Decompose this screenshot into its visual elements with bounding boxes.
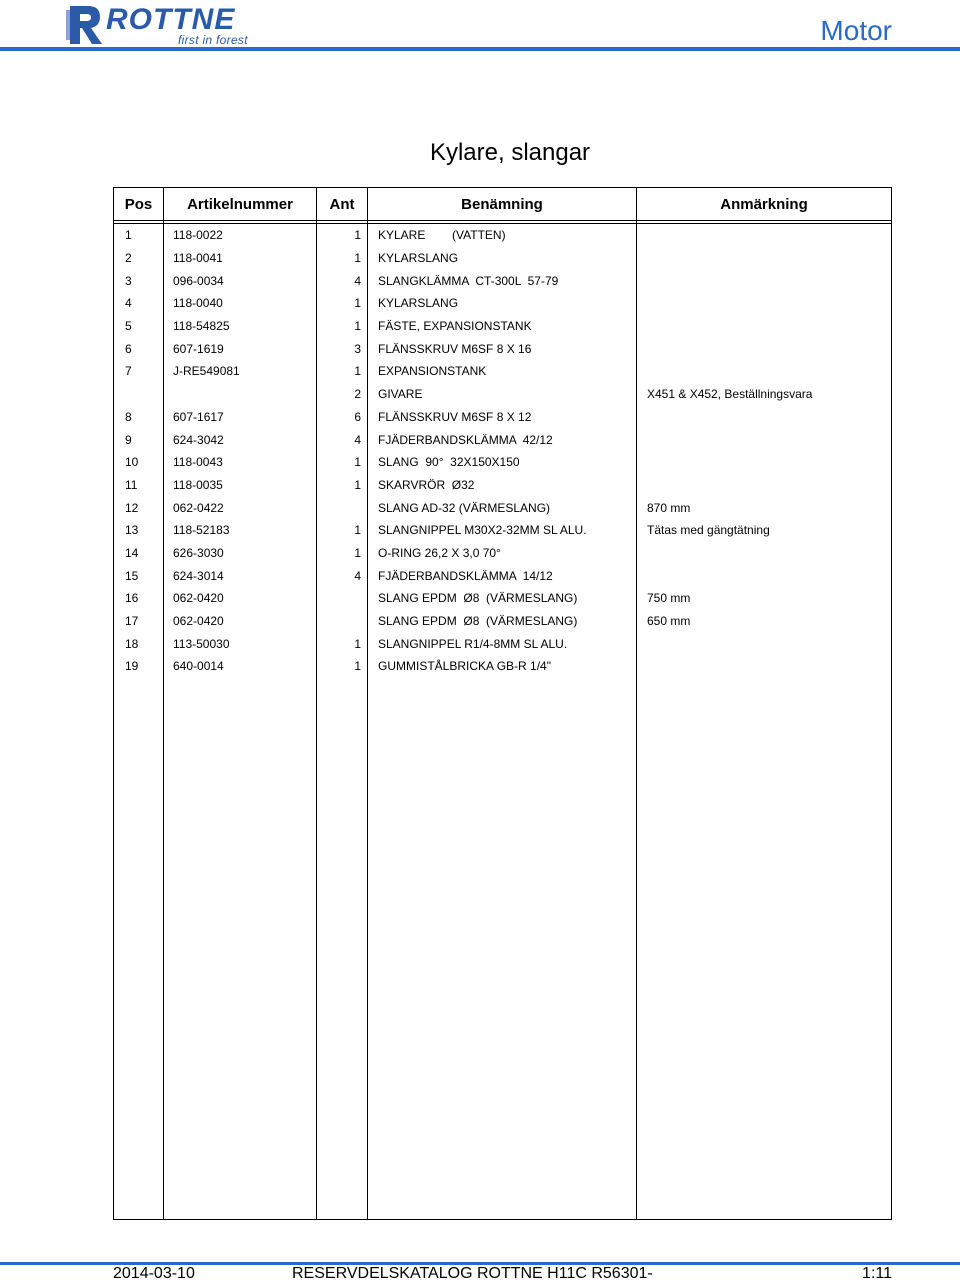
cell-pos: 5 (114, 315, 164, 338)
cell-anmarkning (637, 337, 892, 360)
cell-anmarkning: Tätas med gängtätning (637, 519, 892, 542)
cell-ant: 1 (317, 542, 368, 565)
cell-benamning: SLANGNIPPEL R1/4-8MM SL ALU. (368, 632, 637, 655)
cell-pos: 18 (114, 632, 164, 655)
cell-ant (317, 496, 368, 519)
cell-pos (114, 383, 164, 406)
cell-ant: 1 (317, 292, 368, 315)
cell-artikelnummer: 118-54825 (164, 315, 317, 338)
cell-ant: 1 (317, 224, 368, 247)
cell-artikelnummer: 607-1619 (164, 337, 317, 360)
cell-benamning: GIVARE (368, 383, 637, 406)
cell-ant: 4 (317, 564, 368, 587)
footer-date: 2014-03-10 (113, 1265, 195, 1282)
cell-pos: 9 (114, 428, 164, 451)
cell-anmarkning (637, 632, 892, 655)
table-row (114, 337, 892, 360)
rottne-logo (66, 4, 266, 46)
cell-artikelnummer: 624-3042 (164, 428, 317, 451)
section-title: Motor (820, 15, 892, 46)
table-row (114, 587, 892, 610)
cell-anmarkning (637, 406, 892, 429)
cell-artikelnummer: 640-0014 (164, 655, 317, 678)
cell-anmarkning (637, 474, 892, 497)
cell-benamning: KYLARSLANG (368, 292, 637, 315)
cell-ant (317, 610, 368, 633)
cell-pos: 3 (114, 269, 164, 292)
cell-benamning: FLÄNSSKRUV M6SF 8 X 12 (368, 406, 637, 429)
cell-pos: 7 (114, 360, 164, 383)
cell-ant: 1 (317, 474, 368, 497)
cell-artikelnummer: 607-1617 (164, 406, 317, 429)
table-row (114, 292, 892, 315)
cell-artikelnummer: 118-52183 (164, 519, 317, 542)
cell-anmarkning (637, 360, 892, 383)
parts-table (113, 187, 891, 1220)
cell-anmarkning (637, 224, 892, 247)
cell-ant: 2 (317, 383, 368, 406)
cell-pos: 10 (114, 451, 164, 474)
cell-artikelnummer: 118-0022 (164, 224, 317, 247)
cell-artikelnummer: 626-3030 (164, 542, 317, 565)
page-title: Kylare, slangar (429, 139, 591, 166)
cell-artikelnummer: 113-50030 (164, 632, 317, 655)
cell-anmarkning: 750 mm (637, 587, 892, 610)
cell-anmarkning (637, 315, 892, 338)
cell-pos: 19 (114, 655, 164, 678)
footer-page-number: 1:11 (862, 1265, 892, 1282)
cell-artikelnummer: 118-0043 (164, 451, 317, 474)
logo-wordmark: ROTTNE (106, 3, 236, 36)
cell-anmarkning (637, 564, 892, 587)
column-header-anmarkning: Anmärkning (637, 188, 892, 221)
cell-anmarkning (637, 247, 892, 270)
cell-anmarkning (637, 451, 892, 474)
cell-pos: 17 (114, 610, 164, 633)
cell-ant: 1 (317, 360, 368, 383)
cell-benamning: KYLARSLANG (368, 247, 637, 270)
table-row (114, 360, 892, 383)
cell-pos: 6 (114, 337, 164, 360)
table-header-row (114, 188, 892, 221)
table-row (114, 451, 892, 474)
cell-benamning: FJÄDERBANDSKLÄMMA 42/12 (368, 428, 637, 451)
cell-benamning: SKARVRÖR Ø32 (368, 474, 637, 497)
cell-benamning: O-RING 26,2 X 3,0 70° (368, 542, 637, 565)
cell-artikelnummer: 118-0040 (164, 292, 317, 315)
cell-artikelnummer: 062-0420 (164, 610, 317, 633)
cell-ant: 3 (317, 337, 368, 360)
logo-tagline: first in forest (178, 33, 248, 47)
cell-ant (317, 587, 368, 610)
cell-benamning: KYLARE (VATTEN) (368, 224, 637, 247)
table-row (114, 428, 892, 451)
table-row (114, 632, 892, 655)
column-header-pos: Pos (114, 188, 164, 221)
table-row (114, 224, 892, 247)
cell-pos: 4 (114, 292, 164, 315)
cell-artikelnummer: 118-0041 (164, 247, 317, 270)
cell-artikelnummer: J-RE549081 (164, 360, 317, 383)
cell-artikelnummer: 096-0034 (164, 269, 317, 292)
cell-anmarkning: 650 mm (637, 610, 892, 633)
table-row (114, 519, 892, 542)
cell-benamning: EXPANSIONSTANK (368, 360, 637, 383)
cell-ant: 4 (317, 269, 368, 292)
cell-pos: 16 (114, 587, 164, 610)
table-filler-row (114, 678, 892, 1220)
column-header-ant: Ant (317, 188, 368, 221)
cell-anmarkning (637, 655, 892, 678)
header-rule (0, 47, 960, 51)
table-row (114, 406, 892, 429)
cell-ant: 4 (317, 428, 368, 451)
cell-pos: 1 (114, 224, 164, 247)
table-row (114, 496, 892, 519)
cell-anmarkning (637, 428, 892, 451)
table-row (114, 383, 892, 406)
cell-pos: 2 (114, 247, 164, 270)
cell-pos: 15 (114, 564, 164, 587)
table-row (114, 247, 892, 270)
table-row (114, 564, 892, 587)
cell-pos: 12 (114, 496, 164, 519)
cell-ant: 6 (317, 406, 368, 429)
cell-artikelnummer: 118-0035 (164, 474, 317, 497)
cell-benamning: SLANG EPDM Ø8 (VÄRMESLANG) (368, 587, 637, 610)
table-row (114, 655, 892, 678)
table-row (114, 542, 892, 565)
cell-benamning: SLANG 90° 32X150X150 (368, 451, 637, 474)
cell-benamning: FÄSTE, EXPANSIONSTANK (368, 315, 637, 338)
cell-anmarkning: 870 mm (637, 496, 892, 519)
cell-ant: 1 (317, 315, 368, 338)
cell-anmarkning (637, 542, 892, 565)
cell-ant: 1 (317, 519, 368, 542)
cell-ant: 1 (317, 451, 368, 474)
rottne-logo-mark-icon (66, 4, 106, 46)
cell-benamning: SLANGNIPPEL M30X2-32MM SL ALU. (368, 519, 637, 542)
cell-benamning: FJÄDERBANDSKLÄMMA 14/12 (368, 564, 637, 587)
column-header-artikelnummer: Artikelnummer (164, 188, 317, 221)
cell-pos: 11 (114, 474, 164, 497)
cell-anmarkning (637, 269, 892, 292)
cell-artikelnummer (164, 383, 317, 406)
cell-benamning: SLANGKLÄMMA CT-300L 57-79 (368, 269, 637, 292)
cell-ant: 1 (317, 655, 368, 678)
cell-benamning: FLÄNSSKRUV M6SF 8 X 16 (368, 337, 637, 360)
table-row (114, 269, 892, 292)
cell-benamning: GUMMISTÅLBRICKA GB-R 1/4" (368, 655, 637, 678)
cell-ant: 1 (317, 247, 368, 270)
cell-anmarkning (637, 292, 892, 315)
table-row (114, 315, 892, 338)
cell-anmarkning: X451 & X452, Beställningsvara (637, 383, 892, 406)
cell-pos: 14 (114, 542, 164, 565)
cell-benamning: SLANG EPDM Ø8 (VÄRMESLANG) (368, 610, 637, 633)
table-row (114, 610, 892, 633)
cell-pos: 8 (114, 406, 164, 429)
cell-ant: 1 (317, 632, 368, 655)
column-header-benamning: Benämning (368, 188, 637, 221)
cell-artikelnummer: 062-0420 (164, 587, 317, 610)
cell-benamning: SLANG AD-32 (VÄRMESLANG) (368, 496, 637, 519)
cell-artikelnummer: 062-0422 (164, 496, 317, 519)
cell-pos: 13 (114, 519, 164, 542)
table-row (114, 474, 892, 497)
footer-catalog: RESERVDELSKATALOG ROTTNE H11C R56301- (292, 1265, 653, 1282)
cell-artikelnummer: 624-3014 (164, 564, 317, 587)
